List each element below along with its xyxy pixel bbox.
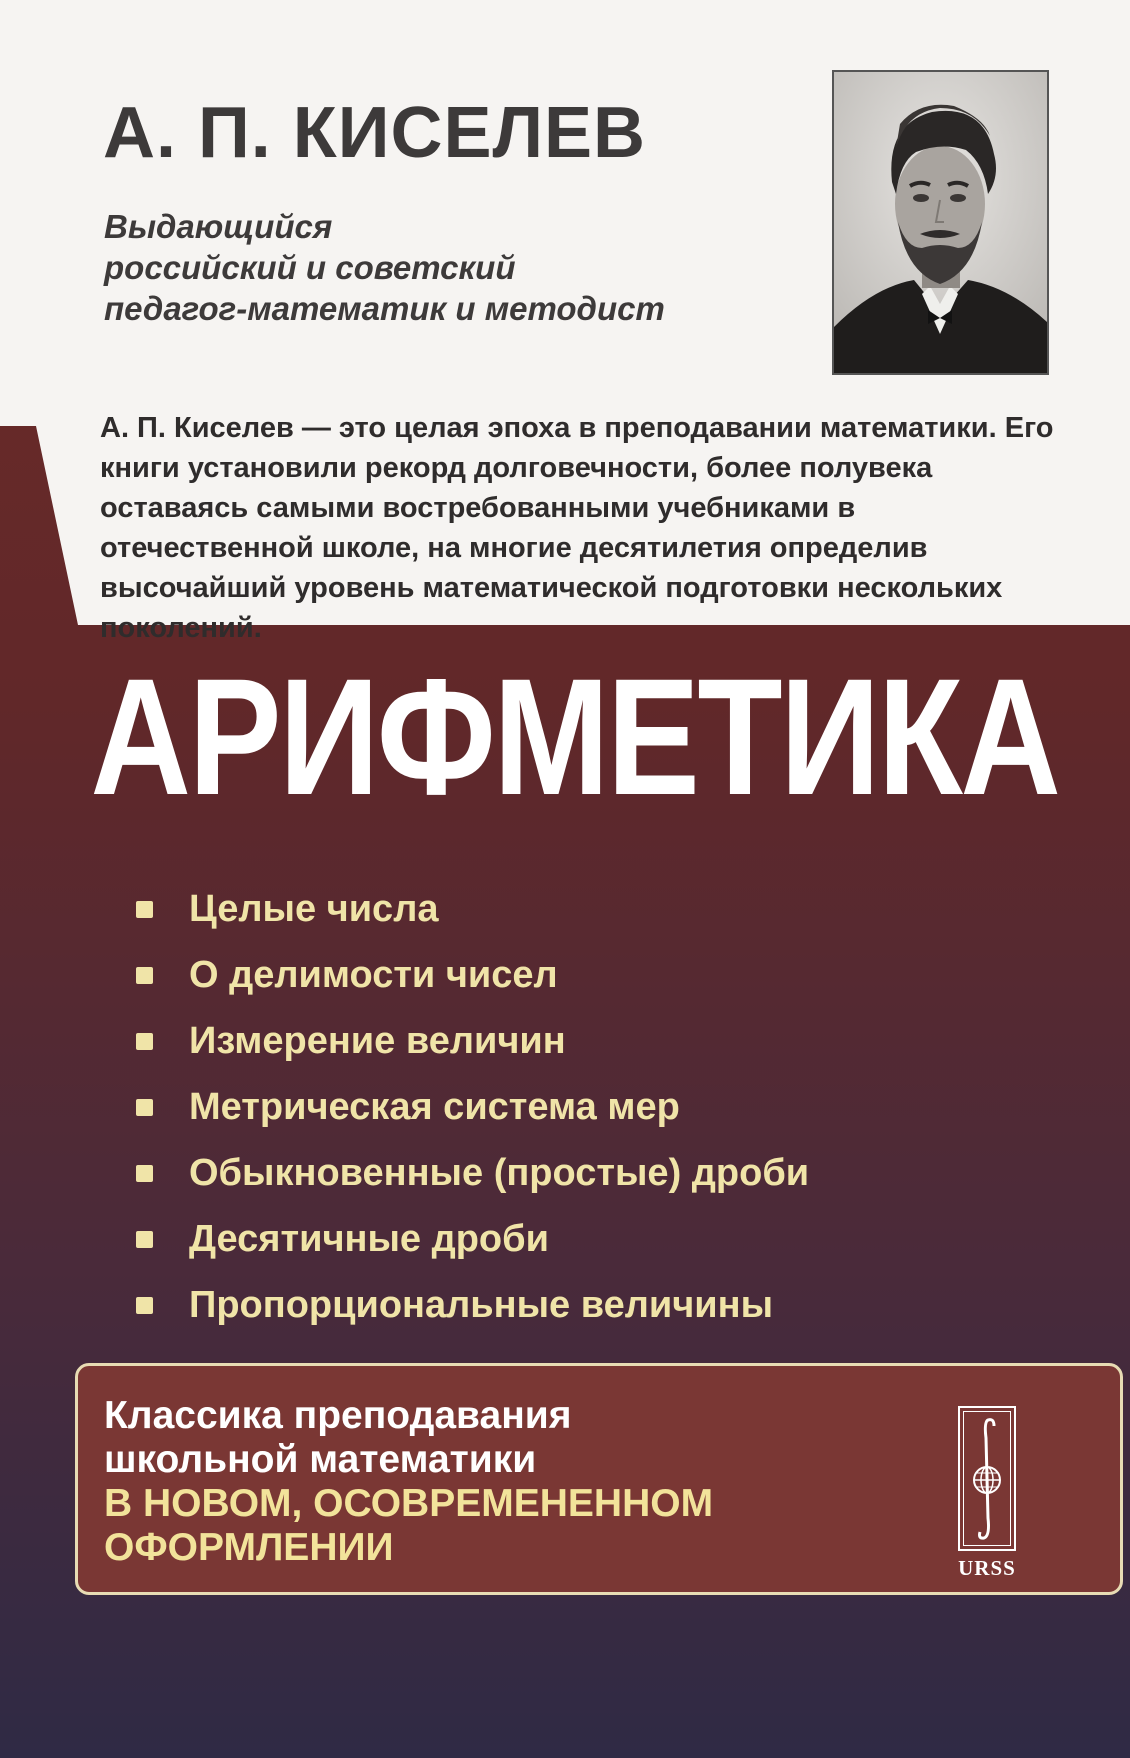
square-bullet-icon xyxy=(136,1033,153,1050)
topic-item xyxy=(136,1272,809,1338)
square-bullet-icon xyxy=(136,1297,153,1314)
square-bullet-icon xyxy=(136,1165,153,1182)
topic-item xyxy=(136,876,809,942)
topic-label: Обыкновенные (простые) дроби xyxy=(189,1151,810,1194)
square-bullet-icon xyxy=(136,1099,153,1116)
topic-label: Метрическая система мер xyxy=(189,1085,680,1128)
publisher-name: URSS xyxy=(958,1556,1016,1580)
publisher-logo xyxy=(958,1406,1016,1551)
promo-line: школьной математики xyxy=(104,1438,537,1481)
topic-item xyxy=(136,1074,809,1140)
promo-line-highlight: В НОВОМ, ОСОВРЕМЕНЕННОМ xyxy=(104,1482,714,1525)
topic-item xyxy=(136,942,809,1008)
portrait-image xyxy=(834,72,1047,373)
author-name: А. П. КИСЕЛЕВ xyxy=(103,93,647,173)
topic-item xyxy=(136,1140,809,1206)
topic-label: Десятичные дроби xyxy=(189,1217,549,1260)
tagline-line: Выдающийся xyxy=(104,208,333,245)
topic-label: Целые числа xyxy=(189,887,439,930)
topic-label: Пропорциональные величины xyxy=(189,1283,774,1326)
author-tagline xyxy=(104,206,665,329)
square-bullet-icon xyxy=(136,967,153,984)
topics-list xyxy=(136,876,809,1338)
tagline-line: российский и советский xyxy=(104,249,516,286)
topic-label: Измерение величин xyxy=(189,1019,566,1062)
tagline-line: педагог-математик и методист xyxy=(104,290,665,327)
topic-item xyxy=(136,1206,809,1272)
topic-label: О делимости чисел xyxy=(189,953,558,996)
square-bullet-icon xyxy=(136,901,153,918)
author-description: А. П. Киселев — это целая эпоха в преподавании математики. Его книги установили рекорд долговечности, более полувека оставаясь самыми востребованными учебниками в отечественной школе, на многие десятилетия определив высочайший уровень математической подготовки нескольких поколений. xyxy=(100,412,1054,644)
promo-text xyxy=(104,1394,713,1570)
square-bullet-icon xyxy=(136,1231,153,1248)
integral-globe-icon xyxy=(960,1408,1014,1549)
topic-item xyxy=(136,1008,809,1074)
promo-box xyxy=(75,1363,1123,1595)
promo-line: Классика преподавания xyxy=(104,1394,572,1437)
author-portrait xyxy=(832,70,1049,375)
book-title: АРИФМЕТИКА xyxy=(90,645,1059,830)
promo-line-highlight: ОФОРМЛЕНИИ xyxy=(104,1526,394,1569)
